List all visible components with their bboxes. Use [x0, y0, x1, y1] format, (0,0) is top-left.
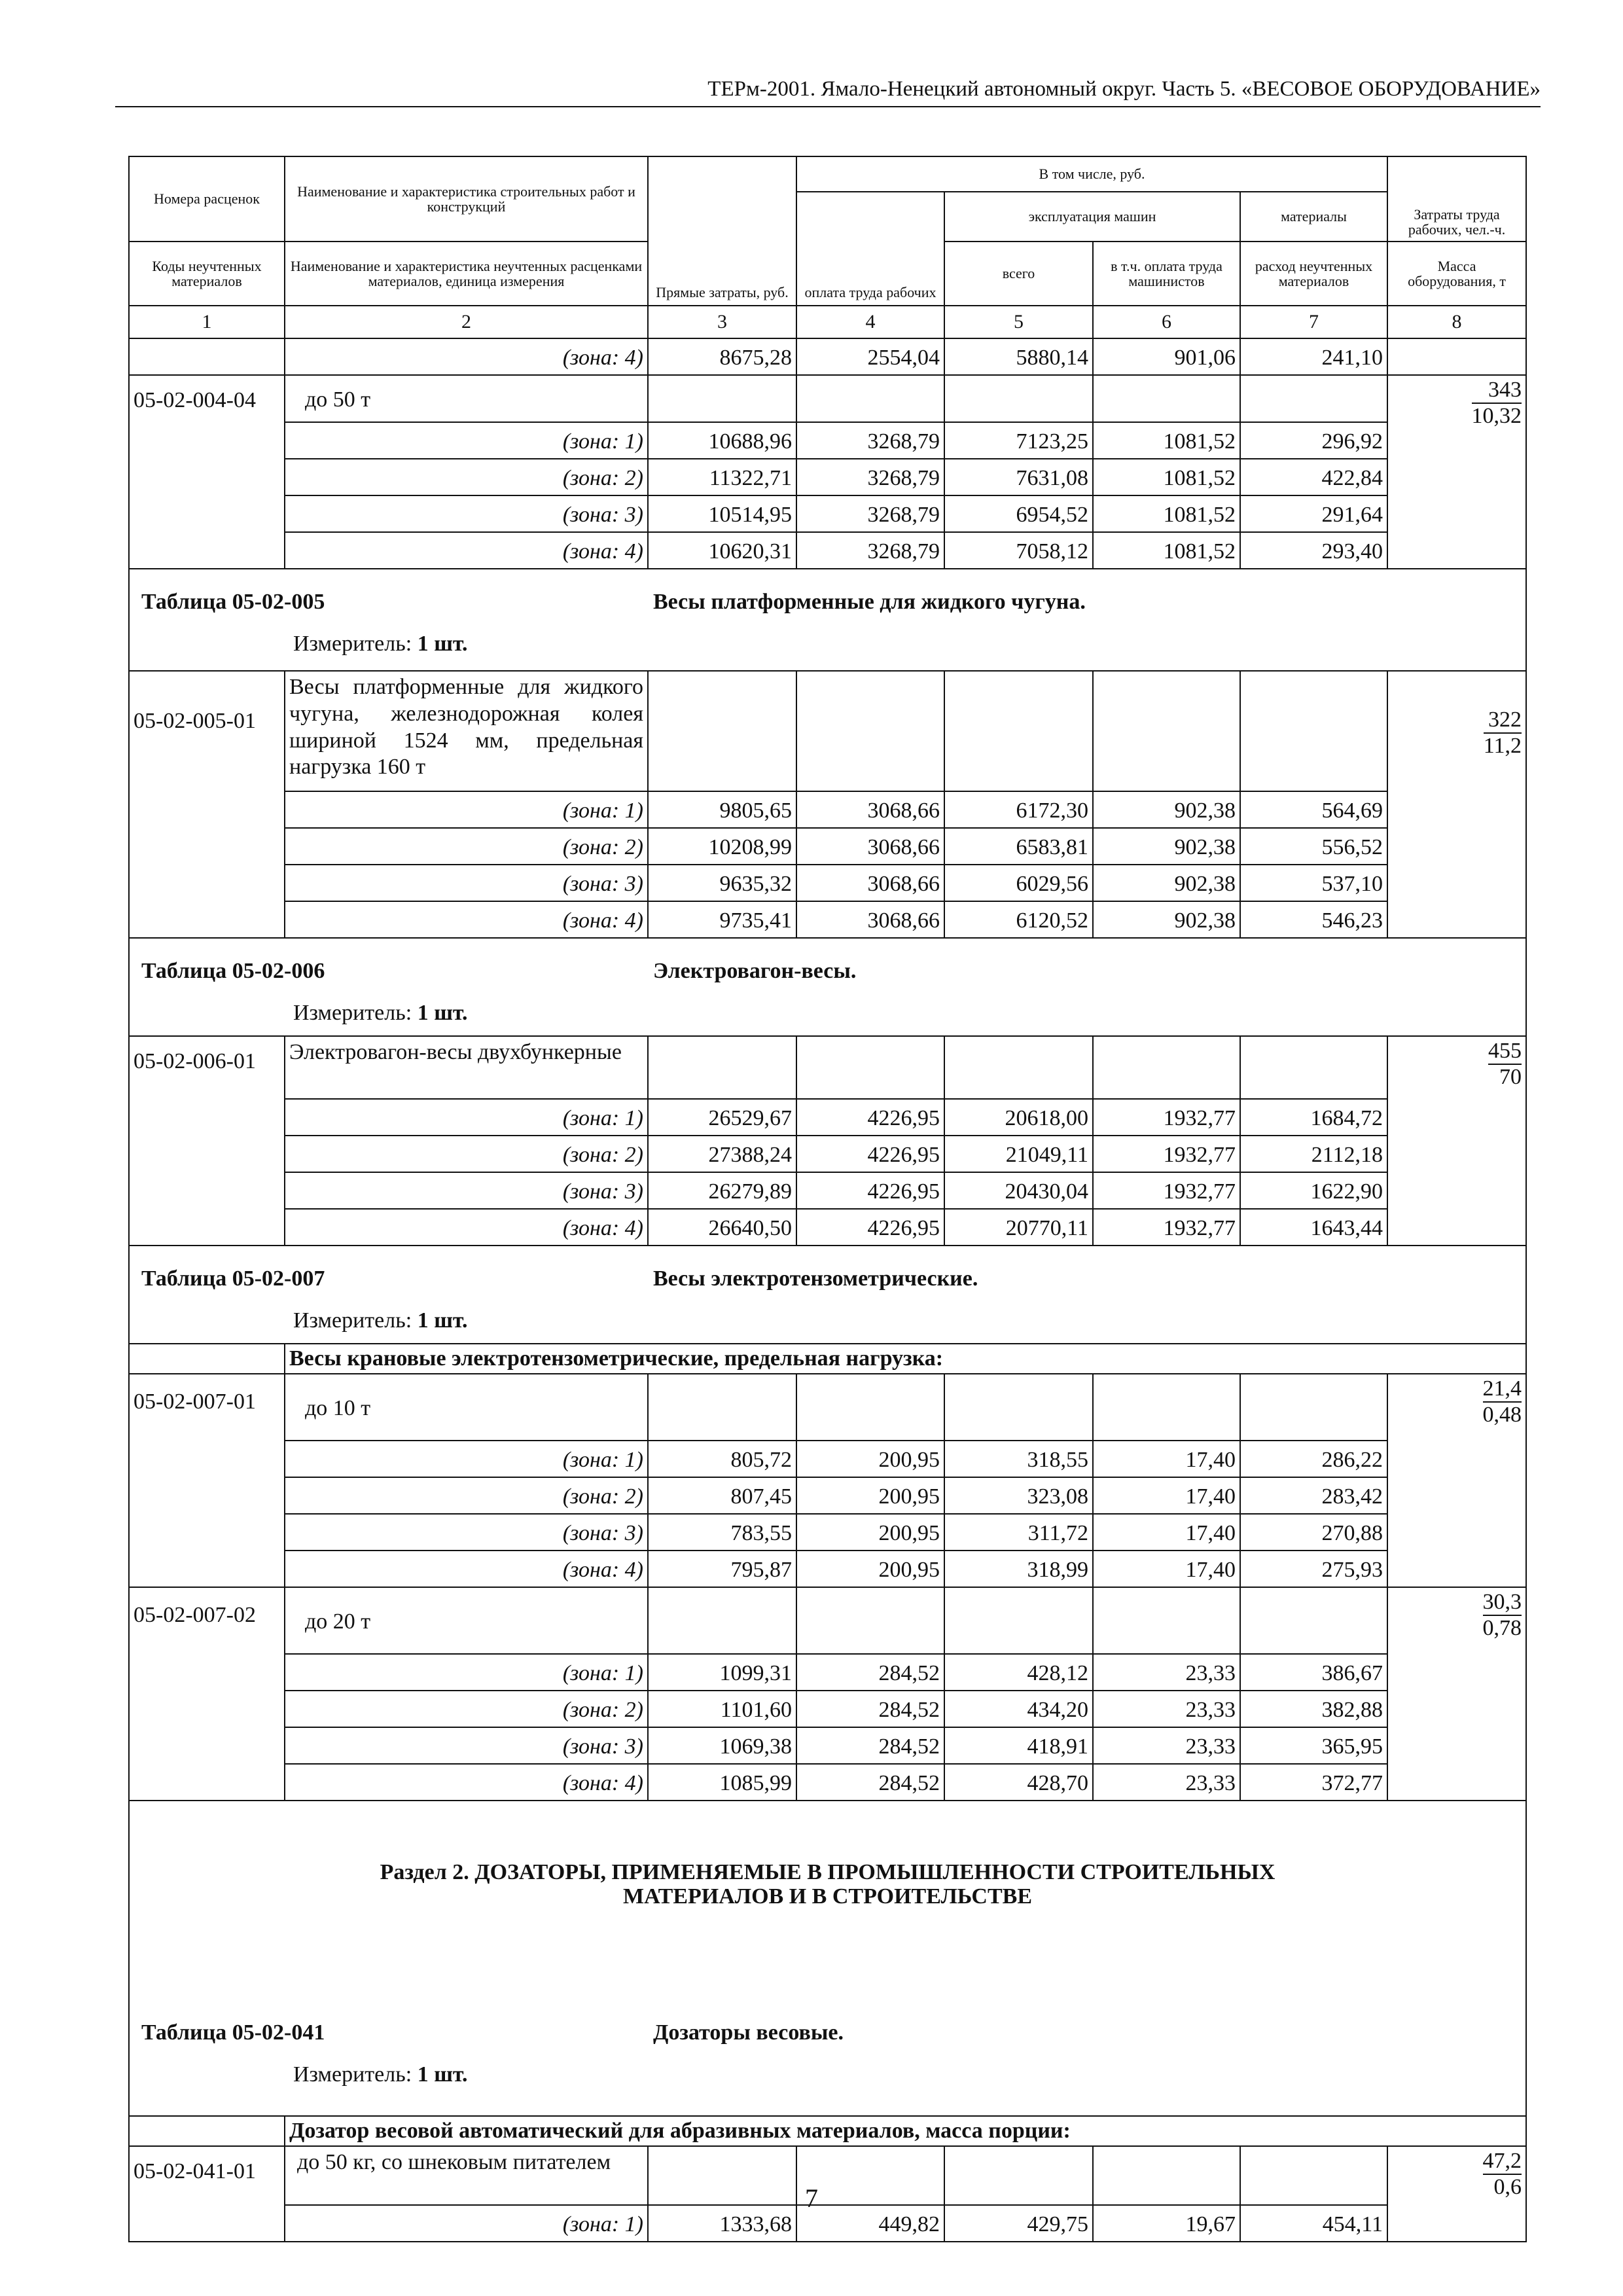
- machines-total: 21049,11: [944, 1136, 1093, 1172]
- labor-mass-fraction: [1387, 375, 1526, 569]
- column-number: 7: [1240, 306, 1387, 338]
- zone-label: (зона: 3): [285, 1727, 648, 1764]
- labor-pay: 4226,95: [796, 1136, 944, 1172]
- labor-pay: 200,95: [796, 1441, 944, 1477]
- direct-costs: 26640,50: [648, 1209, 796, 1246]
- measure-unit: Измеритель: 1 шт.: [293, 1001, 468, 1025]
- measure-unit: Измеритель: 1 шт.: [293, 632, 468, 656]
- materials-cost: 283,42: [1240, 1477, 1387, 1514]
- labor-pay: 2554,04: [796, 338, 944, 375]
- direct-costs: 10514,95: [648, 495, 796, 532]
- zone-label: (зона: 2): [285, 828, 648, 865]
- section-title-line-2: МАТЕРИАЛОВ И В СТРОИТЕЛЬСТВЕ: [623, 1884, 1033, 1909]
- zone-row: [129, 1727, 1526, 1764]
- machinists-pay: 17,40: [1093, 1514, 1240, 1551]
- direct-costs: 1069,38: [648, 1727, 796, 1764]
- direct-costs: 1099,31: [648, 1654, 796, 1691]
- direct-costs: 1085,99: [648, 1764, 796, 1801]
- materials-cost: 372,77: [1240, 1764, 1387, 1801]
- machines-total: 20430,04: [944, 1172, 1093, 1209]
- labor-mass-fraction: [1387, 1587, 1526, 1801]
- table-number: Таблица 05-02-041: [141, 2020, 325, 2045]
- machinists-pay: 1081,52: [1093, 532, 1240, 569]
- machines-total: 428,70: [944, 1764, 1093, 1801]
- labor-pay: 284,52: [796, 1727, 944, 1764]
- materials-cost: 386,67: [1240, 1654, 1387, 1691]
- materials-cost: 291,64: [1240, 495, 1387, 532]
- header-col1-top: Номера расценок: [129, 156, 285, 242]
- running-header: ТЕРм-2001. Ямало-Ненецкий автономный округ. Часть 5. «ВЕСОВОЕ ОБОРУДОВАНИЕ»: [707, 77, 1541, 101]
- zone-label: (зона: 3): [285, 865, 648, 901]
- group-heading: Дозатор весовой автоматический для абразивных материалов, масса порции:: [285, 2116, 1526, 2146]
- machinists-pay: 1932,77: [1093, 1172, 1240, 1209]
- direct-costs: 9805,65: [648, 791, 796, 828]
- header-row-1: [129, 156, 1526, 192]
- machinists-pay: 1081,52: [1093, 459, 1240, 495]
- machinists-pay: 902,38: [1093, 901, 1240, 938]
- table-heading-006: [129, 938, 1526, 1036]
- zone-label: (зона: 4): [285, 1209, 648, 1246]
- rate-name: до 10 т: [285, 1374, 648, 1441]
- rate-row-05-02-007-01: [129, 1374, 1526, 1441]
- machines-total: 418,91: [944, 1727, 1093, 1764]
- zone-label: (зона: 1): [285, 2205, 648, 2242]
- rate-row-05-02-006-01: [129, 1036, 1526, 1099]
- machinists-pay: 19,67: [1093, 2205, 1240, 2242]
- direct-costs: 10620,31: [648, 532, 796, 569]
- header-group-machines: эксплуатация машин: [944, 192, 1240, 242]
- labor-pay: 3068,66: [796, 865, 944, 901]
- zone-label: (зона: 1): [285, 791, 648, 828]
- materials-cost: 1684,72: [1240, 1099, 1387, 1136]
- labor-pay: 4226,95: [796, 1209, 944, 1246]
- labor-pay: 3268,79: [796, 459, 944, 495]
- machinists-pay: 23,33: [1093, 1654, 1240, 1691]
- machinists-pay: 23,33: [1093, 1764, 1240, 1801]
- zone-row: [129, 1654, 1526, 1691]
- zone-label: (зона: 3): [285, 1514, 648, 1551]
- labor-mass-fraction: [1387, 1374, 1526, 1587]
- machines-total: 6583,81: [944, 828, 1093, 865]
- column-number: 6: [1093, 306, 1240, 338]
- labor-pay: 449,82: [796, 2205, 944, 2242]
- materials-cost: 1622,90: [1240, 1172, 1387, 1209]
- labor-pay: 4226,95: [796, 1099, 944, 1136]
- zone-row: [129, 1764, 1526, 1801]
- materials-cost: 365,95: [1240, 1727, 1387, 1764]
- header-col3: Прямые затраты, руб.: [648, 156, 796, 306]
- labor-hours: 47,2: [1483, 2149, 1522, 2175]
- labor-pay: 200,95: [796, 1514, 944, 1551]
- machinists-pay: 17,40: [1093, 1441, 1240, 1477]
- materials-cost: 296,92: [1240, 422, 1387, 459]
- rate-row-05-02-007-02: [129, 1587, 1526, 1654]
- zone-label: (зона: 3): [285, 495, 648, 532]
- machinists-pay: 1932,77: [1093, 1209, 1240, 1246]
- zone-row: [129, 1099, 1526, 1136]
- column-numbers-row: [129, 306, 1526, 338]
- machinists-pay: 902,38: [1093, 865, 1240, 901]
- labor-hours: 30,3: [1483, 1590, 1522, 1616]
- zone-row: [129, 1551, 1526, 1587]
- equipment-mass: 70: [1499, 1064, 1522, 1089]
- materials-cost: 556,52: [1240, 828, 1387, 865]
- labor-pay: 3268,79: [796, 495, 944, 532]
- labor-pay: 284,52: [796, 1691, 944, 1727]
- labor-pay: 3068,66: [796, 828, 944, 865]
- machines-total: 323,08: [944, 1477, 1093, 1514]
- labor-pay: 3068,66: [796, 901, 944, 938]
- machines-total: 318,55: [944, 1441, 1093, 1477]
- table-title: Электровагон-весы.: [653, 959, 857, 983]
- materials-cost: 454,11: [1240, 2205, 1387, 2242]
- zone-label: (зона: 1): [285, 1654, 648, 1691]
- empty-cell: [1387, 338, 1526, 375]
- direct-costs: 26279,89: [648, 1172, 796, 1209]
- direct-costs: 805,72: [648, 1441, 796, 1477]
- column-number: 1: [129, 306, 285, 338]
- section-title-line-1: Раздел 2. ДОЗАТОРЫ, ПРИМЕНЯЕМЫЕ В ПРОМЫШЛЕННОСТИ СТРОИТЕЛЬНЫХ: [380, 1860, 1275, 1884]
- rate-name: до 50 кг, со шнековым питателем: [285, 2146, 648, 2205]
- zone-row: [129, 865, 1526, 901]
- machinists-pay: 902,38: [1093, 828, 1240, 865]
- direct-costs: 9735,41: [648, 901, 796, 938]
- table-title: Весы электротензометрические.: [653, 1266, 978, 1291]
- zone-label: (зона: 2): [285, 1691, 648, 1727]
- machines-total: 6120,52: [944, 901, 1093, 938]
- header-group-materials: материалы: [1240, 192, 1387, 242]
- machines-total: 311,72: [944, 1514, 1093, 1551]
- labor-mass-fraction: [1387, 1036, 1526, 1246]
- zone-label: (зона: 4): [285, 338, 648, 375]
- zone-row: [129, 422, 1526, 459]
- table-heading-005: [129, 569, 1526, 671]
- column-number: 3: [648, 306, 796, 338]
- machinists-pay: 17,40: [1093, 1477, 1240, 1514]
- labor-pay: 4226,95: [796, 1172, 944, 1209]
- materials-cost: 286,22: [1240, 1441, 1387, 1477]
- table-number: Таблица 05-02-006: [141, 959, 325, 983]
- empty-cell: [129, 1344, 285, 1374]
- zone-row: [129, 901, 1526, 938]
- zone-label: (зона: 1): [285, 1099, 648, 1136]
- rate-name: Весы платформенные для жидкого чугуна, железнодорожная колея шириной 1524 мм, предельная нагрузка 160 т: [285, 671, 648, 791]
- materials-cost: 546,23: [1240, 901, 1387, 938]
- labor-pay: 3268,79: [796, 422, 944, 459]
- labor-pay: 3268,79: [796, 532, 944, 569]
- table-heading-007: [129, 1246, 1526, 1344]
- materials-cost: 270,88: [1240, 1514, 1387, 1551]
- machines-total: 20618,00: [944, 1099, 1093, 1136]
- machinists-pay: 1932,77: [1093, 1136, 1240, 1172]
- header-col5: всего: [944, 242, 1093, 306]
- table-heading-row: [129, 569, 1526, 671]
- measure-unit: Измеритель: 1 шт.: [293, 1308, 468, 1333]
- direct-costs: 1333,68: [648, 2205, 796, 2242]
- zone-row: [129, 1209, 1526, 1246]
- rate-name: до 20 т: [285, 1587, 648, 1654]
- zone-row: [129, 1514, 1526, 1551]
- machines-total: 7123,25: [944, 422, 1093, 459]
- materials-cost: 275,93: [1240, 1551, 1387, 1587]
- machinists-pay: 23,33: [1093, 1727, 1240, 1764]
- rate-row-05-02-005-01: [129, 671, 1526, 791]
- zone-label: (зона: 4): [285, 1551, 648, 1587]
- direct-costs: 8675,28: [648, 338, 796, 375]
- zone-row: [129, 1441, 1526, 1477]
- zone-row: [129, 459, 1526, 495]
- page-number: 7: [805, 2183, 818, 2213]
- rate-name: Электровагон-весы двухбункерные: [285, 1036, 648, 1099]
- column-number: 5: [944, 306, 1093, 338]
- header-col8-bottom: Масса оборудования, т: [1387, 242, 1526, 306]
- table-heading-row: [129, 938, 1526, 1036]
- rate-code: 05-02-007-01: [129, 1374, 285, 1587]
- machinists-pay: 901,06: [1093, 338, 1240, 375]
- rate-code: 05-02-006-01: [129, 1036, 285, 1246]
- machines-total: 429,75: [944, 2205, 1093, 2242]
- direct-costs: 11322,71: [648, 459, 796, 495]
- machines-total: 5880,14: [944, 338, 1093, 375]
- materials-cost: 1643,44: [1240, 1209, 1387, 1246]
- zone-label: (зона: 4): [285, 532, 648, 569]
- rate-row-05-02-004-04: [129, 375, 1526, 422]
- labor-hours: 322: [1484, 708, 1522, 734]
- machinists-pay: 1081,52: [1093, 422, 1240, 459]
- table-title: Весы платформенные для жидкого чугуна.: [653, 590, 1086, 614]
- zone-row: [129, 1172, 1526, 1209]
- zone-row: [129, 495, 1526, 532]
- zone-row: [129, 1477, 1526, 1514]
- zone-label: (зона: 4): [285, 901, 648, 938]
- direct-costs: 26529,67: [648, 1099, 796, 1136]
- direct-costs: 9635,32: [648, 865, 796, 901]
- rate-code: 05-02-041-01: [129, 2146, 285, 2242]
- table-number: Таблица 05-02-005: [141, 590, 325, 614]
- zone-label: (зона: 1): [285, 422, 648, 459]
- direct-costs: 10208,99: [648, 828, 796, 865]
- header-col7: расход неучтенных материалов: [1240, 242, 1387, 306]
- carry-zone-row: [129, 338, 1526, 375]
- materials-cost: 382,88: [1240, 1691, 1387, 1727]
- zone-row: [129, 1136, 1526, 1172]
- equipment-mass: 0,6: [1493, 2174, 1522, 2199]
- labor-pay: 3068,66: [796, 791, 944, 828]
- rate-name: до 50 т: [285, 375, 648, 422]
- machines-total: 318,99: [944, 1551, 1093, 1587]
- zone-label: (зона: 4): [285, 1764, 648, 1801]
- machines-total: 6172,30: [944, 791, 1093, 828]
- direct-costs: 807,45: [648, 1477, 796, 1514]
- equipment-mass: 0,48: [1482, 1402, 1522, 1427]
- machinists-pay: 17,40: [1093, 1551, 1240, 1587]
- column-number: 4: [796, 306, 944, 338]
- machines-total: 7631,08: [944, 459, 1093, 495]
- rates-table: [128, 156, 1527, 2242]
- zone-label: (зона: 2): [285, 1136, 648, 1172]
- labor-hours: 343: [1472, 378, 1522, 404]
- labor-pay: 284,52: [796, 1654, 944, 1691]
- table-heading-041: [129, 2017, 1526, 2116]
- labor-hours: 21,4: [1483, 1377, 1522, 1403]
- header-rule: [115, 106, 1541, 107]
- header-col8-top: Затраты труда рабочих, чел.-ч.: [1387, 156, 1526, 242]
- direct-costs: 10688,96: [648, 422, 796, 459]
- header-col2-bottom: Наименование и характеристика неучтенных расценками материалов, единица измерения: [285, 242, 648, 306]
- equipment-mass: 11,2: [1483, 733, 1522, 758]
- labor-mass-fraction: [1387, 671, 1526, 938]
- zone-label: (зона: 3): [285, 1172, 648, 1209]
- zone-row: [129, 1691, 1526, 1727]
- labor-pay: 200,95: [796, 1477, 944, 1514]
- rate-code: 05-02-007-02: [129, 1587, 285, 1801]
- header-col1-bottom: Коды неучтенных материалов: [129, 242, 285, 306]
- materials-cost: 241,10: [1240, 338, 1387, 375]
- machines-total: 428,12: [944, 1654, 1093, 1691]
- table-title: Дозаторы весовые.: [653, 2020, 844, 2045]
- zone-label: (зона: 2): [285, 459, 648, 495]
- zone-row: [129, 791, 1526, 828]
- group-heading: Весы крановые электротензометрические, предельная нагрузка:: [285, 1344, 1526, 1374]
- section-heading-row: [129, 1801, 1526, 2017]
- group-heading-row: [129, 2116, 1526, 2146]
- rate-code: 05-02-004-04: [129, 375, 285, 569]
- zone-label: (зона: 2): [285, 1477, 648, 1514]
- machinists-pay: 1081,52: [1093, 495, 1240, 532]
- machines-total: 434,20: [944, 1691, 1093, 1727]
- zone-label: (зона: 1): [285, 1441, 648, 1477]
- measure-unit: Измеритель: 1 шт.: [293, 2062, 468, 2087]
- machines-total: 6954,52: [944, 495, 1093, 532]
- rate-code: 05-02-005-01: [129, 671, 285, 938]
- machines-total: 6029,56: [944, 865, 1093, 901]
- equipment-mass: 10,32: [1471, 403, 1522, 428]
- machinists-pay: 1932,77: [1093, 1099, 1240, 1136]
- table-heading-row: [129, 1246, 1526, 1344]
- header-col6: в т.ч. оплата труда машинистов: [1093, 242, 1240, 306]
- header-group-incl: В том числе, руб.: [796, 156, 1387, 192]
- table-heading-row: [129, 2017, 1526, 2116]
- materials-cost: 564,69: [1240, 791, 1387, 828]
- column-number: 2: [285, 306, 648, 338]
- table-number: Таблица 05-02-007: [141, 1266, 325, 1291]
- labor-pay: 200,95: [796, 1551, 944, 1587]
- materials-cost: 2112,18: [1240, 1136, 1387, 1172]
- group-heading-row: [129, 1344, 1526, 1374]
- labor-hours: 455: [1488, 1039, 1522, 1065]
- direct-costs: 27388,24: [648, 1136, 796, 1172]
- zone-row: [129, 828, 1526, 865]
- machines-total: 7058,12: [944, 532, 1093, 569]
- section-2-heading: [129, 1801, 1526, 2017]
- equipment-mass: 0,78: [1482, 1615, 1522, 1640]
- materials-cost: 422,84: [1240, 459, 1387, 495]
- direct-costs: 783,55: [648, 1514, 796, 1551]
- labor-pay: 284,52: [796, 1764, 944, 1801]
- header-col2-top: Наименование и характеристика строительных работ и конструкций: [285, 156, 648, 242]
- machines-total: 20770,11: [944, 1209, 1093, 1246]
- empty-cell: [129, 338, 285, 375]
- zone-row: [129, 532, 1526, 569]
- column-number: 8: [1387, 306, 1526, 338]
- direct-costs: 795,87: [648, 1551, 796, 1587]
- materials-cost: 537,10: [1240, 865, 1387, 901]
- header-col4: оплата труда рабочих: [796, 192, 944, 306]
- machinists-pay: 23,33: [1093, 1691, 1240, 1727]
- machinists-pay: 902,38: [1093, 791, 1240, 828]
- direct-costs: 1101,60: [648, 1691, 796, 1727]
- empty-cell: [129, 2116, 285, 2146]
- materials-cost: 293,40: [1240, 532, 1387, 569]
